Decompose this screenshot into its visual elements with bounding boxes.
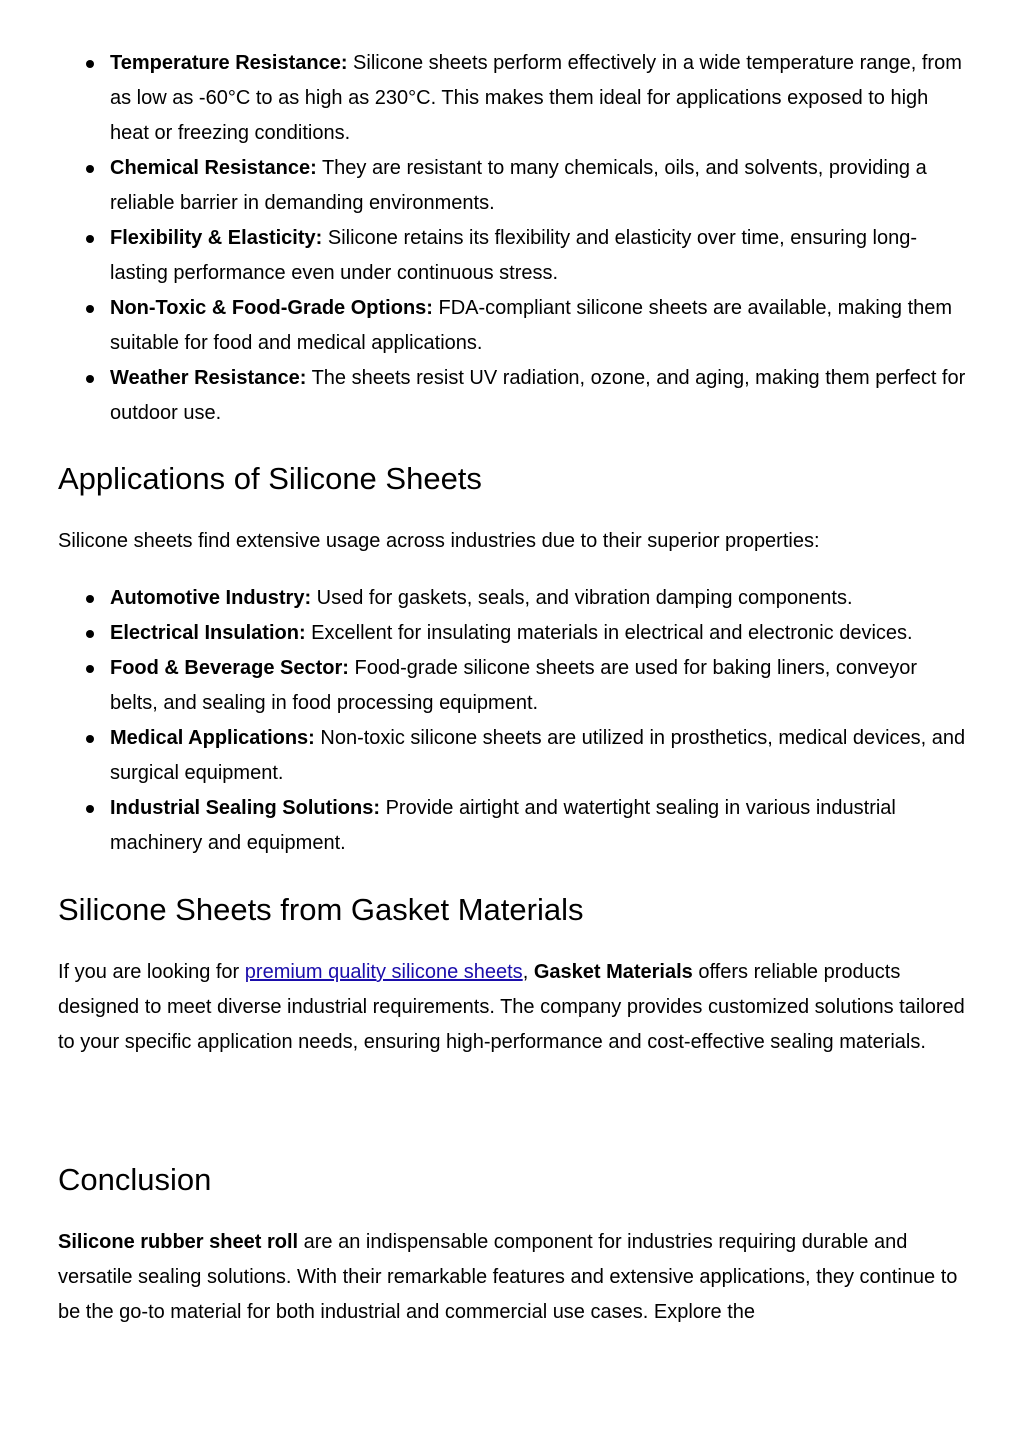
applications-list [58,581,968,861]
applications-heading: Applications of Silicone Sheets [58,461,482,496]
feature-term: Chemical Resistance: [110,157,317,179]
document-page [58,46,968,1330]
bullet-icon [86,165,94,173]
list-item [58,791,968,861]
list-item [58,151,968,221]
list-item [58,581,968,616]
premium-silicone-sheets-link[interactable]: premium quality silicone sheets [244,961,523,983]
list-item [58,291,968,361]
bullet-icon [86,375,94,383]
applications-intro: Silicone sheets find extensive usage across industries due to their superior properties: [58,530,820,552]
bullet-icon [86,595,94,603]
bullet-icon [86,665,94,673]
bullet-icon [86,60,94,68]
list-item [58,721,968,791]
conclusion-paragraph [58,1225,968,1330]
gasket-paragraph [58,955,968,1060]
feature-term: Temperature Resistance: [110,52,348,74]
conclusion-text: are an indispensable component for industries requiring durable and versatile sealing solutions. With their remarkable features and extensive applications, they continue to be the go-to material for both industrial and commercial use cases. Explore the [58,1231,958,1323]
conclusion-heading: Conclusion [58,1162,212,1197]
list-item [58,651,968,721]
application-text: Used for gaskets, seals, and vibration damping components. [311,587,853,609]
list-item [58,46,968,151]
feature-term: Non-Toxic & Food-Grade Options: [110,297,433,319]
gasket-comma: , [522,961,534,983]
application-term: Medical Applications: [110,727,315,749]
features-list [58,46,968,431]
application-term: Automotive Industry: [110,587,312,609]
feature-text: Silicone retains its flexibility and elasticity over time, ensuring long-lasting performance even under continuous stress. [110,227,918,284]
bullet-icon [86,630,94,638]
gasket-intro-text: If you are looking for [58,961,245,983]
gasket-heading: Silicone Sheets from Gasket Materials [58,892,584,927]
gasket-body-text: offers reliable products designed to meet diverse industrial requirements. The company provides customized solutions tailored to your specific application needs, ensuring high-performance and cost-effective sealing materials. [58,961,965,1053]
bullet-icon [86,235,94,243]
feature-text: Silicone sheets perform effectively in a wide temperature range, from as low as -60°C to as high as 230°C. This makes them ideal for applications exposed to high heat or freezing conditions. [110,52,962,144]
application-term: Electrical Insulation: [110,622,306,644]
feature-text: They are resistant to many chemicals, oils, and solvents, providing a reliable barrier in demanding environments. [110,157,927,214]
application-text: Food-grade silicone sheets are used for baking liners, conveyor belts, and sealing in food processing equipment. [110,657,918,714]
conclusion-lead: Silicone rubber sheet roll [58,1231,299,1253]
bullet-icon [86,805,94,813]
bullet-icon [86,305,94,313]
company-name: Gasket Materials [533,961,693,983]
list-item [58,361,968,431]
application-term: Food & Beverage Sector: [110,657,349,679]
feature-text: The sheets resist UV radiation, ozone, and aging, making them perfect for outdoor use. [110,367,966,424]
application-text: Non-toxic silicone sheets are utilized in prosthetics, medical devices, and surgical equipment. [110,727,966,784]
feature-term: Flexibility & Elasticity: [110,227,323,249]
list-item [58,221,968,291]
bullet-icon [86,735,94,743]
feature-text: FDA-compliant silicone sheets are available, making them suitable for food and medical applications. [110,297,953,354]
list-item [58,616,968,651]
application-text: Excellent for insulating materials in electrical and electronic devices. [305,622,913,644]
application-text: Provide airtight and watertight sealing in various industrial machinery and equipment. [110,797,896,854]
feature-term: Weather Resistance: [110,367,307,389]
application-term: Industrial Sealing Solutions: [110,797,381,819]
